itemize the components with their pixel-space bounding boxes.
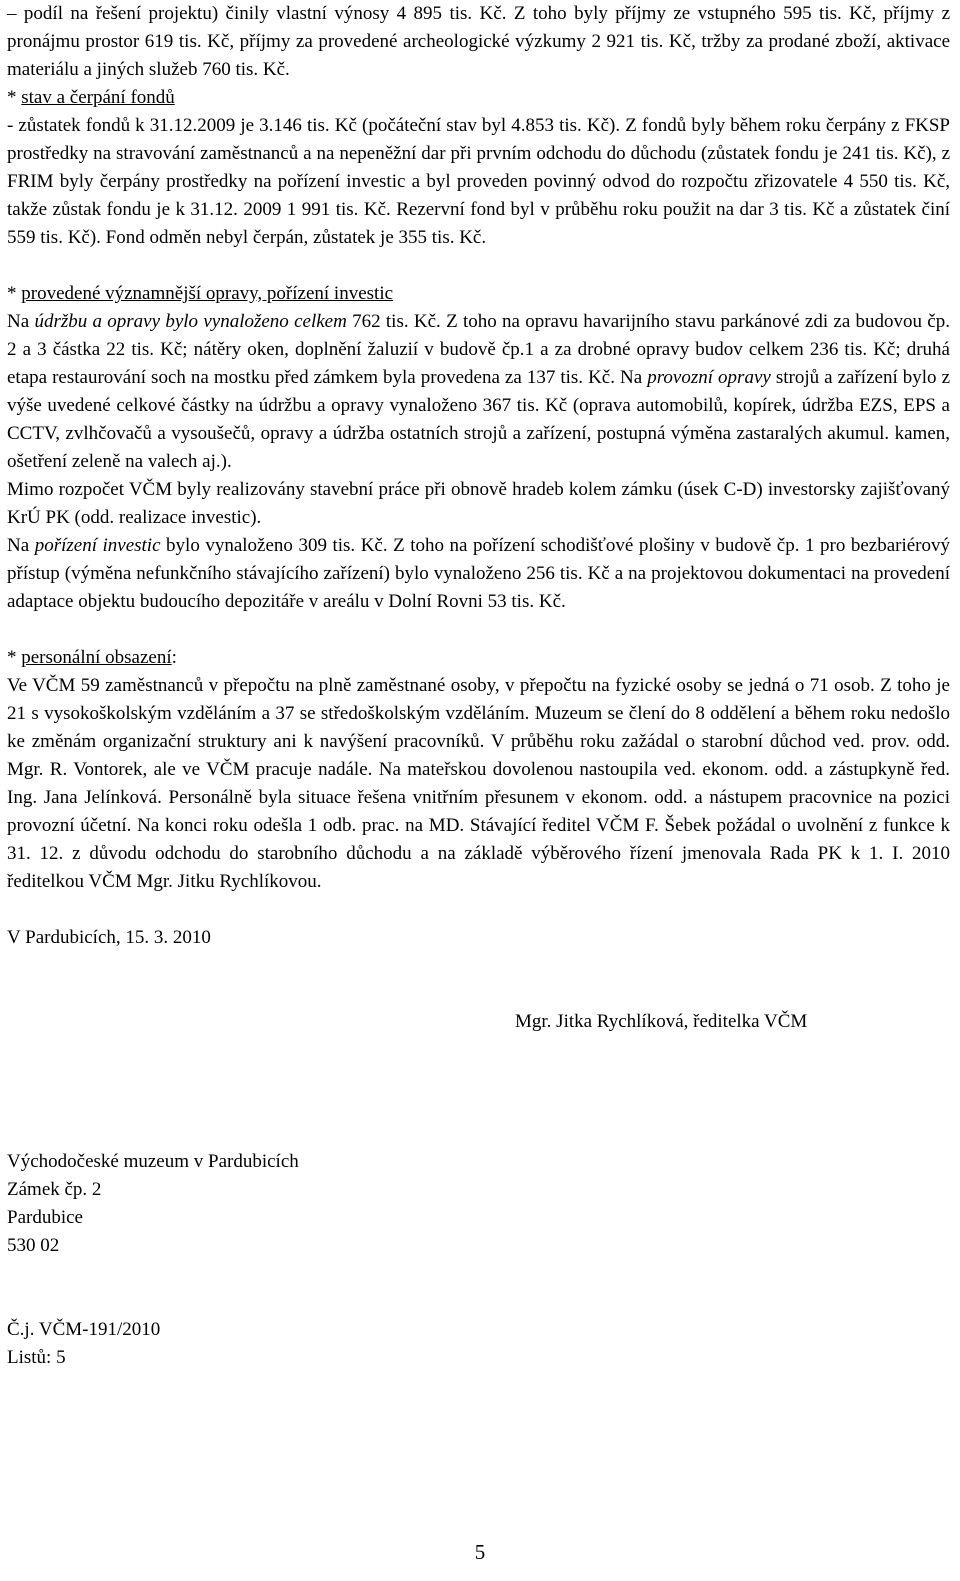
personnel-bullet: * [7,647,22,668]
investments-text-a: Na [7,535,35,556]
intro-paragraph: – podíl na řešení projektu) činily vlastní výnosy 4 895 tis. Kč. Z toho byly příjmy ze vstupného 595 tis. Kč, příjmy z pronájmu prostor 619 tis. Kč, příjmy za provedené archeologické výzkumy 2 921 tis. Kč, tržby za prodané zboží, aktivace materiálu a jiných služeb 760 tis. Kč. [7,3,950,80]
reference-number: Č.j. VČM-191/2010 [7,1319,161,1340]
signature: Mgr. Jitka Rychlíková, ředitelka VČM [515,1011,808,1032]
funds-heading [7,84,950,112]
document-page [7,0,950,1372]
address-line-1: Východočeské muzeum v Pardubicích [7,1151,299,1172]
investments-paragraph [7,532,950,616]
personnel-paragraph: Ve VČM 59 zaměstnanců v přepočtu na plně zaměstnané osoby, v přepočtu na fyzické osoby se jedná o 71 osob. Z toho je 21 s vysokoškolským vzděláním a 37 se středoškolským vzděláním. Muzeum se člení do 8 oddělení a během roku nedošlo ke změnám organizační struktury ani k navýšení pracovníků. V průběhu roku zažádal o starobní důchod ved. prov. odd. Mgr. R. Vontorek, ale ve VČM pracuje nadále. Na mateřskou dovolenou nastoupila ved. ekonom. odd. a zástupkyně řed. Ing. Jana Jelínková. Personálně byla situace řešena vnitřním přesunem v ekonom. odd. a nástupem pracovnice na pozici provozní účetní. Na konci roku odešla 1 odb. prac. na MD. Stávající ředitel VČM F. Šebek požádal o uvolnění z funkce k 31. 12. z důvodu odchodu do starobního důchodu a na základě výběrového řízení jmenovala Rada PK k 1. I. 2010 ředitelkou VČM Mgr. Jitku Rychlíkovou. [7,675,950,892]
funds-paragraph: - zůstatek fondů k 31.12.2009 je 3.146 tis. Kč (počáteční stav byl 4.853 tis. Kč). Z fondů byly během roku čerpány z FKSP prostředky na stravování zaměstnanců a na nepeněžní dar při prvním odchodu do důchodu (zůstatek fondu je 241 tis. Kč), z FRIM byly čerpány prostředky na pořízení investic a byl proveden povinný odvod do rozpočtu zřizovatele 4 550 tis. Kč, takže zůstak fondu je k 31.12. 2009 1 991 tis. Kč. Rezervní fond byl v průběhu roku použit na dar 3 tis. Kč a zůstatek činí 559 tis. Kč). Fond odměn nebyl čerpán, zůstatek je 355 tis. Kč. [7,115,950,248]
investments-italic: pořízení investic [34,535,161,556]
investments-text-b: bylo vynaloženo 309 tis. Kč. Z toho na pořízení schodišťové plošiny v budově čp. 1 pro bezbariérový přístup (výměna nefunkčního stávajícího zařízení) bylo vynaloženo 256 tis. Kč a na projektovou dokumentaci na provedení adaptace objektu budoucího depozitáře v areálu v Dolní Rovni 53 tis. Kč. [7,535,951,612]
address-line-2: Zámek čp. 2 [7,1179,102,1200]
repairs-paragraph [7,308,950,476]
funds-bullet: * [7,87,22,108]
repairs-text-a: Na [7,311,35,332]
walls-paragraph: Mimo rozpočet VČM byly realizovány stavební práce při obnově hradeb kolem zámku (úsek C-D) investorsky zajišťovaný KrÚ PK (odd. realizace investic). [7,479,950,528]
place-date: V Pardubicích, 15. 3. 2010 [7,927,211,948]
repairs-italic-maintenance: údržbu a opravy bylo vynaloženo celkem [34,311,347,332]
sheet-count: Listů: 5 [7,1347,66,1368]
repairs-text-b: 762 tis. Kč. Z toho na opravu havarijního stavu parkánové zdi za budovou čp. 2 a 3 částka 22 tis. Kč; nátěry oken, doplnění žaluzií v budově čp.1 a za drobné opravy budov celkem 236 tis. Kč; druhá etapa restaurování soch na mostku před zámkem byla provedena za 137 tis. Kč. Na [7,311,950,388]
address-line-3: Pardubice [7,1207,83,1228]
personnel-heading [7,644,950,672]
funds-heading-text: stav a čerpání fondů [21,87,175,108]
personnel-heading-colon: : [171,647,177,668]
repairs-bullet: * [7,283,22,304]
address-line-4: 530 02 [7,1235,60,1256]
repairs-heading-text: provedené významnější opravy, pořízení investic [21,283,394,304]
repairs-italic-operational: provozní opravy [647,367,771,388]
repairs-text-c: strojů a zařízení bylo z výše uvedené celkové částky na údržbu a opravy vynaloženo 367 tis. Kč (oprava automobilů, kopírek, údržba EZS, EPS a CCTV, zvlhčovačů a vysoušečů, opravy a údržba ostatních strojů a zařízení, postupná výměna zastaralých akumul. kamen, ošetření zeleně na valech aj.). [7,367,951,472]
repairs-heading [7,280,950,308]
personnel-heading-text: personální obsazení [21,647,172,668]
page-number: 5 [474,1540,486,1564]
